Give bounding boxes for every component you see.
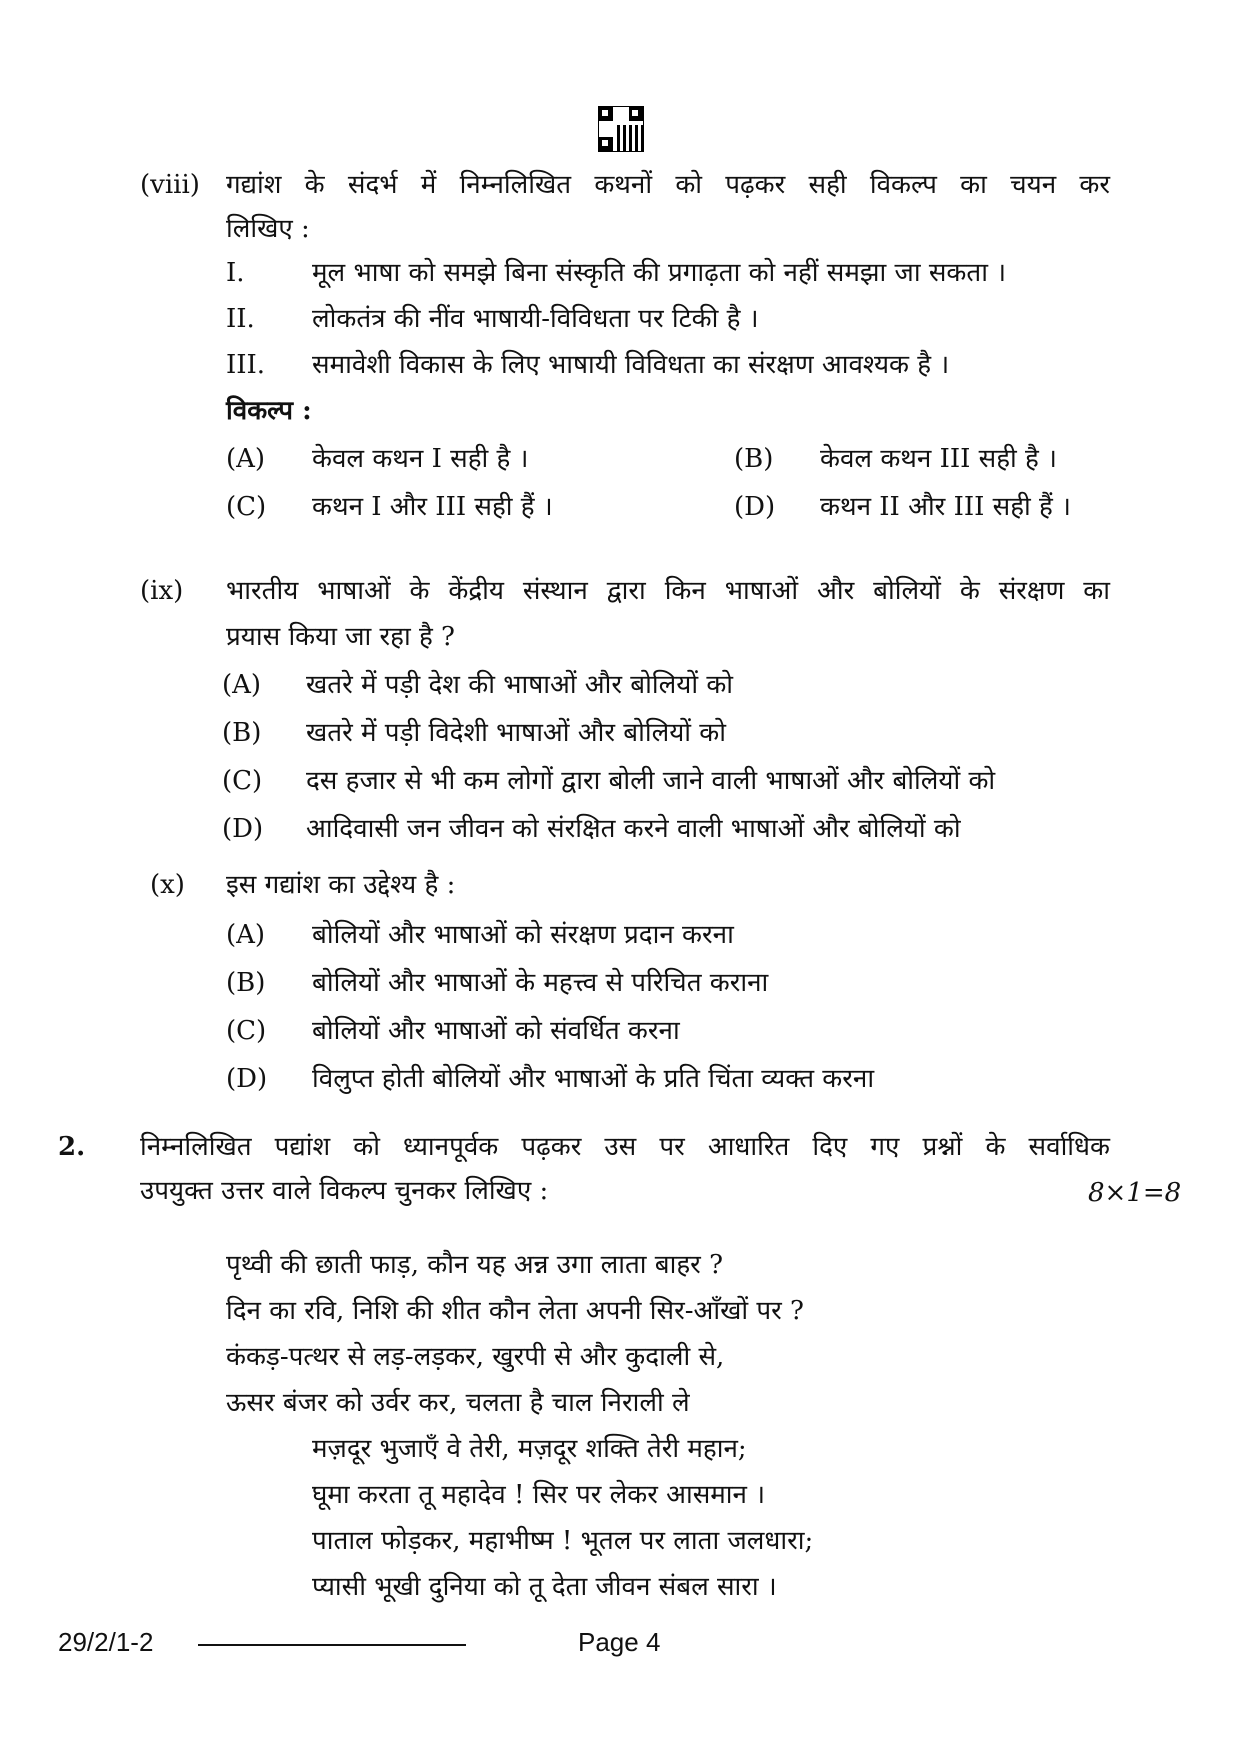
- option-label: (A): [226, 920, 266, 950]
- option-label: (A): [226, 444, 266, 474]
- statement-number: I.: [226, 258, 245, 288]
- page-number: Page 4: [578, 1627, 661, 1657]
- option-text: केवल कथन I सही है ।: [312, 444, 529, 474]
- question-text: भारतीय भाषाओं के केंद्रीय संस्थान द्वारा किन भाषाओं और बोलियों के संरक्षण का: [226, 576, 1110, 606]
- option-label: (C): [222, 766, 263, 796]
- option-label: (C): [226, 1016, 267, 1046]
- option-text: आदिवासी जन जीवन को संरक्षित करने वाली भाषाओं और बोलियों को: [306, 814, 961, 844]
- poem-line: दिन का रवि, निशि की शीत कौन लेता अपनी सिर-आँखों पर ?: [226, 1296, 804, 1326]
- marks-label: 8×1=8: [1088, 1178, 1182, 1208]
- poem-line: घूमा करता तू महादेव ! सिर पर लेकर आसमान ।: [312, 1480, 766, 1510]
- poem-line: पृथ्वी की छाती फाड़, कौन यह अन्न उगा लाता बाहर ?: [226, 1250, 724, 1280]
- option-text: दस हजार से भी कम लोगों द्वारा बोली जाने वाली भाषाओं और बोलियों को: [306, 766, 996, 796]
- footer-divider: [198, 1644, 466, 1646]
- option-text: कथन II और III सही हैं ।: [820, 492, 1071, 522]
- question-number: 2.: [58, 1132, 86, 1162]
- poem-line: पाताल फोड़कर, महाभीष्म ! भूतल पर लाता जलधारा;: [312, 1526, 814, 1556]
- option-label: (D): [734, 492, 776, 522]
- question-text: प्रयास किया जा रहा है ?: [226, 622, 455, 652]
- option-label: (C): [226, 492, 267, 522]
- option-text: बोलियों और भाषाओं को संवर्धित करना: [312, 1016, 680, 1046]
- poem-line: प्यासी भूखी दुनिया को तू देता जीवन संबल सारा ।: [312, 1572, 777, 1602]
- option-label: (A): [222, 670, 262, 700]
- question-number: (x): [150, 870, 185, 900]
- statement-text: समावेशी विकास के लिए भाषायी विविधता का संरक्षण आवश्यक है ।: [312, 350, 950, 380]
- option-text: विलुप्त होती बोलियों और भाषाओं के प्रति चिंता व्यक्त करना: [312, 1064, 875, 1094]
- statement-text: लोकतंत्र की नींव भाषायी-विविधता पर टिकी है ।: [312, 304, 759, 334]
- option-label: (B): [222, 718, 262, 748]
- option-text: बोलियों और भाषाओं को संरक्षण प्रदान करना: [312, 920, 734, 950]
- option-text: खतरे में पड़ी देश की भाषाओं और बोलियों को: [306, 670, 734, 700]
- options-heading: विकल्प :: [226, 396, 312, 426]
- option-text: कथन I और III सही हैं ।: [312, 492, 553, 522]
- poem-line: कंकड़-पत्थर से लड़-लड़कर, खुरपी से और कुदाली से,: [226, 1342, 725, 1372]
- option-text: केवल कथन III सही है ।: [820, 444, 1057, 474]
- option-text: खतरे में पड़ी विदेशी भाषाओं और बोलियों को: [306, 718, 726, 748]
- question-number: (ix): [140, 576, 184, 606]
- option-label: (B): [226, 968, 266, 998]
- statement-text: मूल भाषा को समझे बिना संस्कृति की प्रगाढ़ता को नहीं समझा जा सकता ।: [312, 258, 1007, 288]
- option-label: (D): [226, 1064, 268, 1094]
- question-text: इस गद्यांश का उद्देश्य है :: [226, 870, 456, 900]
- question-text: गद्यांश के संदर्भ में निम्नलिखित कथनों को पढ़कर सही विकल्प का चयन कर: [226, 170, 1110, 200]
- question-text: निम्नलिखित पद्यांश को ध्यानपूर्वक पढ़कर उस पर आधारित दिए गए प्रश्नों के सर्वाधिक: [140, 1132, 1110, 1162]
- option-label: (D): [222, 814, 264, 844]
- question-number: (viii): [140, 170, 200, 200]
- question-text: लिखिए :: [226, 214, 310, 244]
- qr-code-icon: [598, 106, 644, 152]
- statement-number: III.: [226, 350, 266, 380]
- option-text: बोलियों और भाषाओं के महत्त्व से परिचित कराना: [312, 968, 769, 998]
- question-text: उपयुक्त उत्तर वाले विकल्प चुनकर लिखिए :: [140, 1176, 549, 1206]
- paper-code: 29/2/1-2: [58, 1627, 154, 1657]
- statement-number: II.: [226, 304, 255, 334]
- option-label: (B): [734, 444, 774, 474]
- poem-line: मज़दूर भुजाएँ वे तेरी, मज़दूर शक्ति तेरी महान;: [312, 1434, 747, 1464]
- poem-line: ऊसर बंजर को उर्वर कर, चलता है चाल निराली ले: [226, 1388, 690, 1418]
